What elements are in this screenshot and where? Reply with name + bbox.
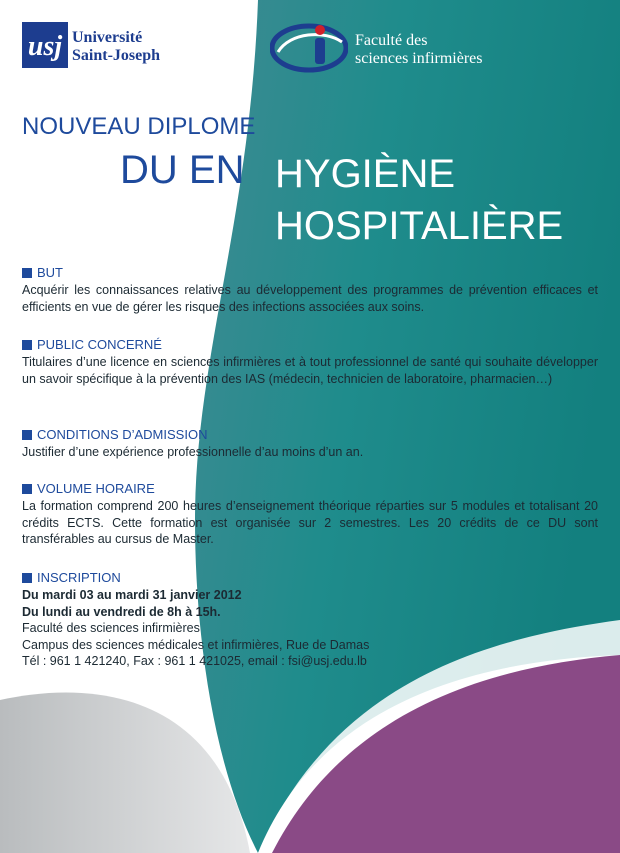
section-heading [22, 481, 598, 496]
section-public-concerne [22, 337, 598, 387]
square-bullet-icon [22, 268, 32, 278]
fsi-logo-icon [270, 22, 348, 74]
usj-name-line2: Saint-Joseph [72, 47, 161, 64]
section-conditions-admission [22, 427, 598, 461]
volume-text: La formation comprend 200 heures d’enseignement théorique réparties sur 5 modules et totalisant 20 crédits ECTS. Cette formation est organisée sur 2 semestres. Les 20 crédits de ce DU sont transférables au cursus de Master. [22, 499, 598, 546]
square-bullet-icon [22, 484, 32, 494]
inscription-faculty: Faculté des sciences infirmières [22, 621, 200, 635]
section-heading [22, 427, 598, 442]
square-bullet-icon [22, 340, 32, 350]
but-text: Acquérir les connaissances relatives au développement des programmes de prévention efficaces et efficients en vue de gérer les risques des infections associées aux soins. [22, 283, 598, 314]
inscription-hours: Du lundi au vendredi de 8h à 15h. [22, 604, 221, 619]
square-bullet-icon [22, 573, 32, 583]
conditions-text: Justifier d’une expérience professionnelle d’au moins d’un an. [22, 445, 364, 459]
inscription-dates: Du mardi 03 au mardi 31 janvier 2012 [22, 588, 242, 602]
usj-name-line1: Université [72, 29, 143, 46]
section-but [22, 265, 598, 315]
section-volume-horaire [22, 481, 598, 548]
heading-but: BUT [37, 265, 63, 280]
section-heading [22, 265, 598, 280]
title-hygiene: HYGIÈNE [275, 152, 456, 196]
fsi-name-line2: sciences infirmières [355, 50, 483, 67]
section-inscription [22, 570, 598, 670]
heading-inscription: INSCRIPTION [37, 570, 121, 585]
heading-public-concerne: PUBLIC CONCERNÉ [37, 337, 162, 352]
heading-volume-horaire: VOLUME HORAIRE [37, 481, 155, 496]
usj-logo-icon [22, 22, 68, 68]
square-bullet-icon [22, 430, 32, 440]
fsi-logo-text [355, 32, 483, 68]
heading-conditions-admission: CONDITIONS D’ADMISSION [37, 427, 208, 442]
title-du-en: DU EN [120, 148, 245, 192]
usj-logo-text [72, 29, 160, 65]
public-text: Titulaires d’une licence en sciences infirmières et à tout professionnel de santé qui souhaite développer un savoir spécifique à la prévention des IAS (médecin, technicien de laboratoire, pharmacien…) [22, 355, 598, 386]
usj-logo-mark: usj [27, 31, 63, 62]
title-hygiene-hospitaliere [275, 148, 563, 252]
fsi-name-line1: Faculté des [355, 32, 428, 49]
title-nouveau-diplome: NOUVEAU DIPLOME [22, 113, 256, 140]
section-heading [22, 570, 598, 585]
section-heading [22, 337, 598, 352]
inscription-contact: Tél : 961 1 421240, Fax : 961 1 421025, email : fsi@usj.edu.lb [22, 654, 367, 668]
inscription-campus: Campus des sciences médicales et infirmières, Rue de Damas [22, 637, 370, 652]
title-hospitaliere: HOSPITALIÈRE [275, 204, 564, 248]
